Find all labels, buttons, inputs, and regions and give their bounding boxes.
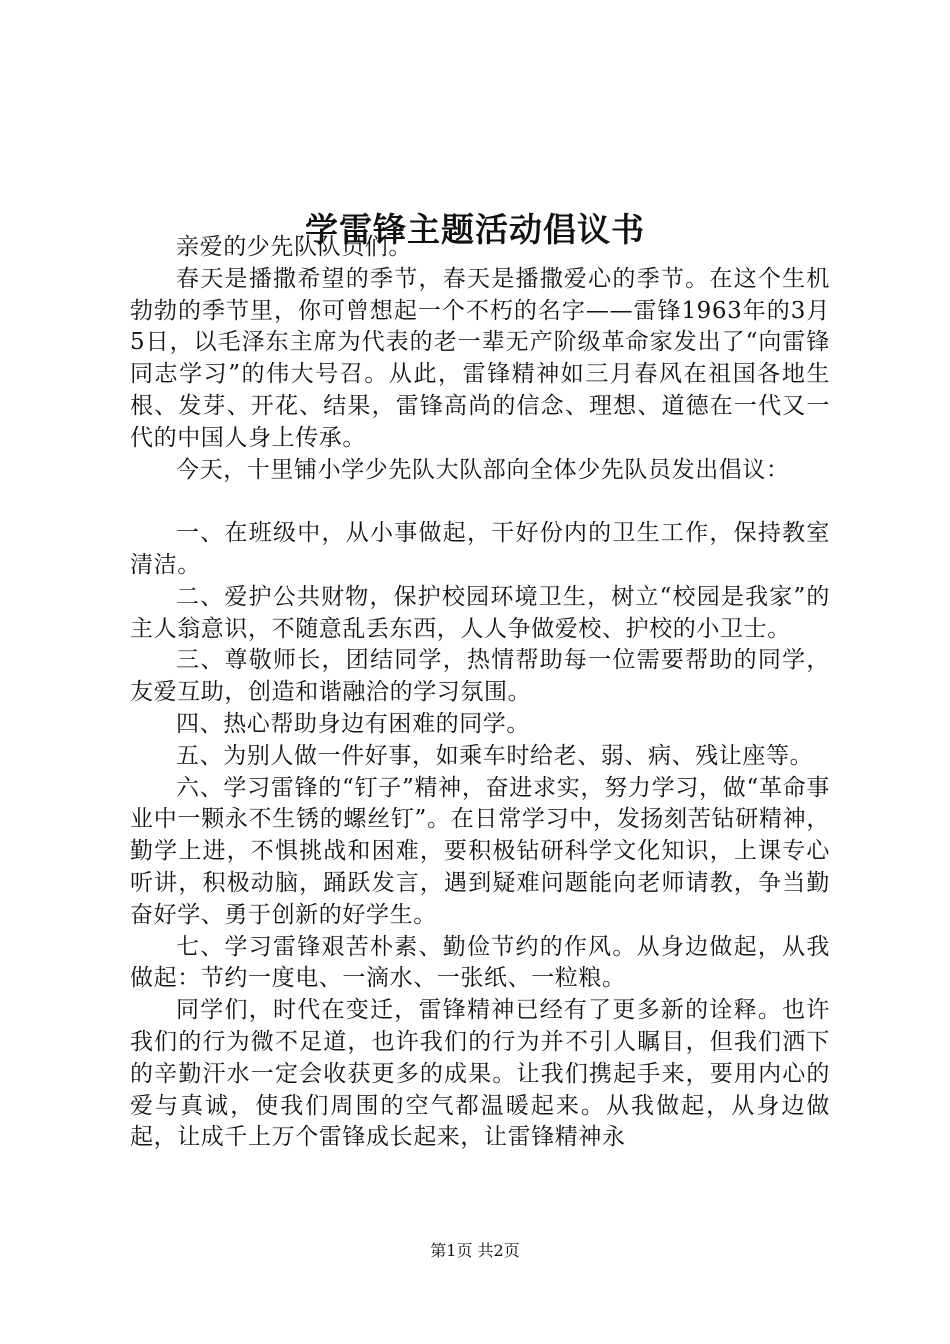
salutation: 亲爱的少先队队员们。 xyxy=(176,234,412,260)
blank-line xyxy=(130,486,830,518)
document-title: 学雷锋主题活动倡议书 xyxy=(305,210,645,250)
proposal-item-1: 一、在班级中，从小事做起，干好份内的卫生工作，保持教室清洁。 xyxy=(130,520,830,578)
proposal-item-7: 七、学习雷锋艰苦朴素、勤俭节约的作风。从身边做起，从我做起：节约一度电、一滴水、一张纸、一粒粮。 xyxy=(130,933,830,992)
proposal-item-6: 六、学习雷锋的“钉子”精神，奋进求实，努力学习，做“革命事业中一颗永不生锈的螺丝钉”。在日常学习中，发扬刻苦钻研精神，勤学上进，不惧挑战和困难，要积极钻研科学文化知识，上课专心听讲，积极动脑，踊跃发言，遇到疑难问题能向老师请教，争当勤奋好学、勇于创新的好学生。 xyxy=(130,774,830,928)
intro-paragraph: 春天是播撒希望的季节，春天是播撒爱心的季节。在这个生机勃勃的季节里，你可曾想起一个不朽的名字——雷锋1963年的3月5日，以毛泽东主席为代表的老一辈无产阶级革命家发出了“向雷锋同志学习”的伟大号召。从此，雷锋精神如三月春风在祖国各地生根、发芽、开花、结果，雷锋高尚的信念、理想、道德在一代又一代的中国人身上传承。 xyxy=(130,265,830,451)
proposal-item-4: 四、热心帮助身边有困难的同学。 xyxy=(176,710,530,737)
proposal-item-2: 二、爱护公共财物，保护校园环境卫生，树立“校园是我家”的主人翁意识，不随意乱丢东西，人人争做爱校、护校的小卫士。 xyxy=(130,583,830,642)
proposal-lead: 今天，十里铺小学少先队大队部向全体少先队员发出倡议： xyxy=(176,456,790,483)
proposal-item-3: 三、尊敬师长，团结同学，热情帮助每一位需要帮助的同学，友爱互助，创造和谐融洽的学习氛围。 xyxy=(130,647,830,706)
page-number: 第1页 共2页 xyxy=(430,1241,520,1260)
proposal-item-5: 五、为别人做一件好事，如乘车时给老、弱、病、残让座等。 xyxy=(176,742,814,769)
document-body xyxy=(130,232,830,1154)
closing-paragraph: 同学们，时代在变迁，雷锋精神已经有了更多新的诠释。也许我们的行为微不足道，也许我们的行为并不引人瞩目，但我们洒下的辛勤汗水一定会收获更多的成果。让我们携起手来，要用内心的爱与真诚，使我们周围的空气都温暖起来。从我做起，从身边做起，让成千上万个雷锋成长起来，让雷锋精神永 xyxy=(130,997,830,1151)
